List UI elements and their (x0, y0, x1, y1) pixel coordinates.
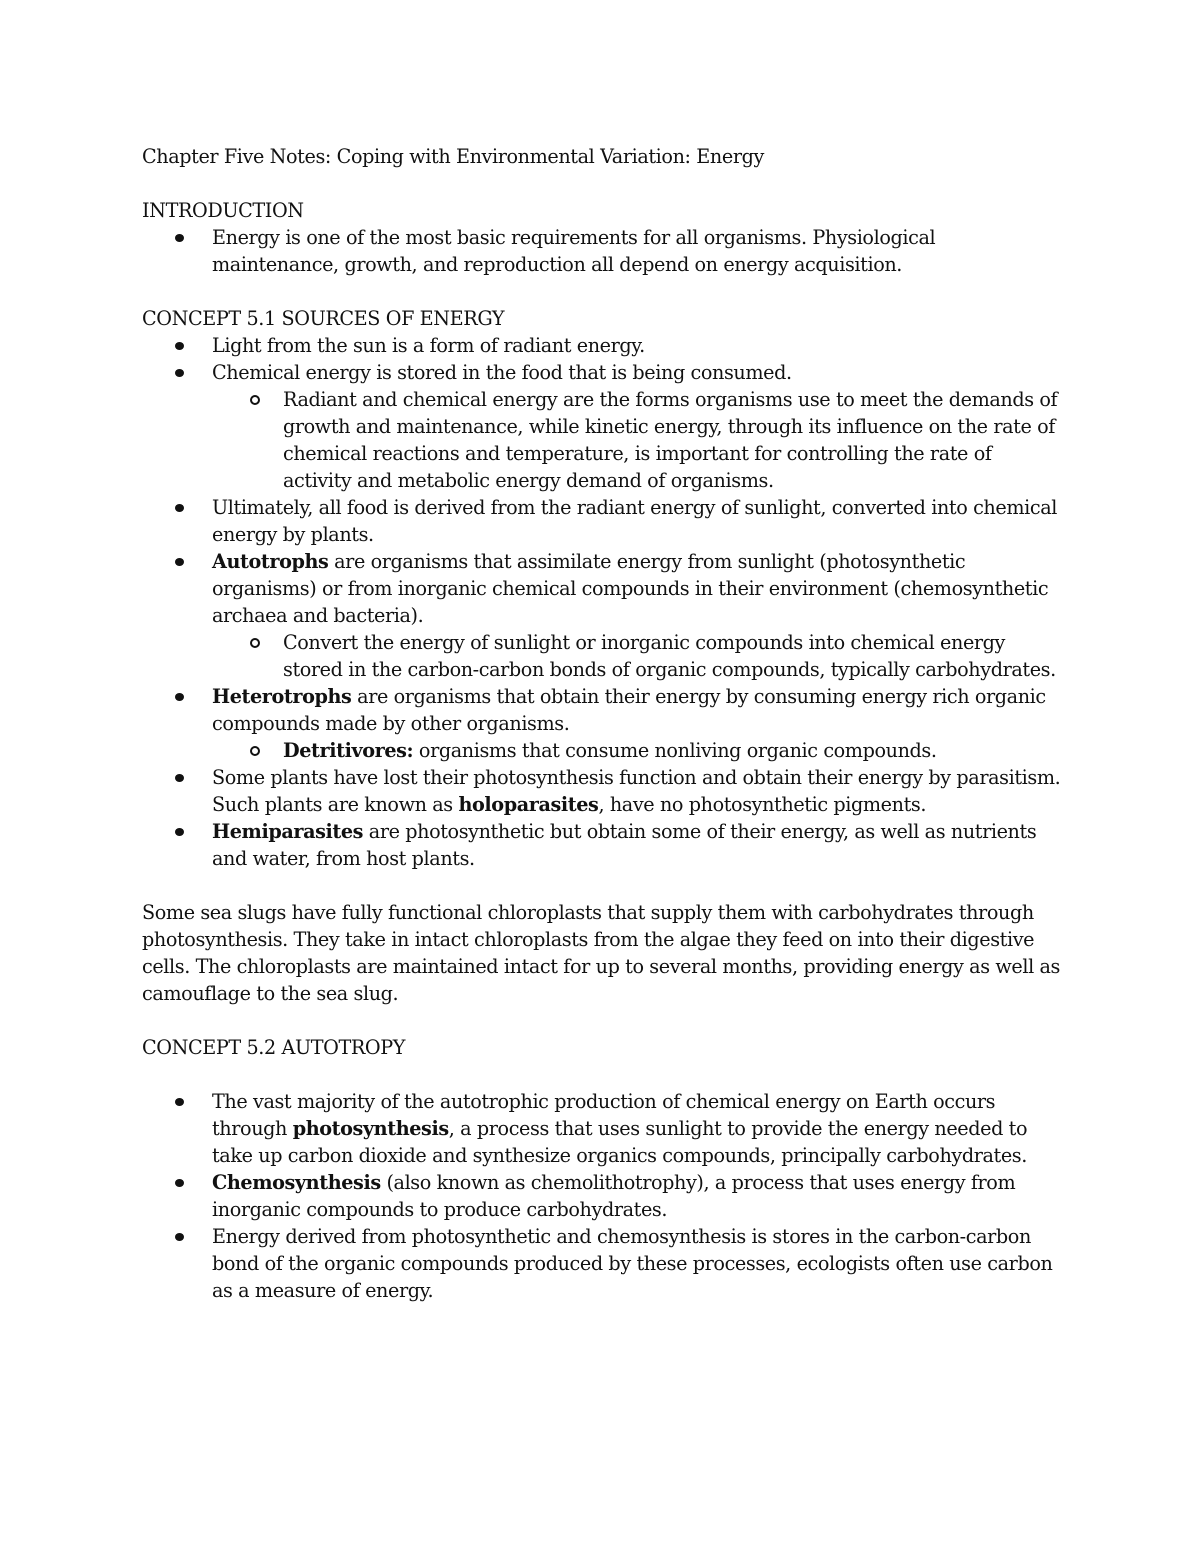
concept-5-1-heading: CONCEPT 5.1 SOURCES OF ENERGY (142, 307, 505, 330)
introduction-heading: INTRODUCTION (142, 199, 304, 222)
sub-list (212, 386, 1062, 494)
list-item: Energy is one of the most basic requirements for all organisms. Physiological maintenance, growth, and reproduction all depend on energy acquisition. (212, 224, 1062, 278)
sub-list (212, 629, 1062, 683)
bullet-icon (175, 1179, 184, 1187)
sub-list-item: Detritivores: organisms that consume nonliving organic compounds. (283, 737, 1062, 764)
term-hemiparasites: Hemiparasites (212, 820, 364, 843)
list-item: Some plants have lost their photosynthesis function and obtain their energy by parasitism. Such plants are known as holoparasites, have no photosynthetic pigments. (212, 764, 1062, 818)
list-item: Energy derived from photosynthetic and chemosynthesis is stores in the carbon-carbon bond of the organic compounds produced by these processes, ecologists often use carbon as a measure of energy. (212, 1223, 1062, 1304)
list-item: Autotrophs are organisms that assimilate energy from sunlight (photosynthetic organisms) or from inorganic chemical compounds in their environment (chemosynthetic archaea and bacteria). Convert the energy of sunlight or inorganic compounds into chemical energy stored in the carbon-carbon bonds of organic compounds, typically carbohydrates. (212, 548, 1062, 683)
concept-5-1-list (142, 332, 1062, 872)
circle-bullet-icon (250, 638, 260, 648)
term-photosynthesis: photosynthesis (292, 1117, 449, 1140)
list-item: Chemical energy is stored in the food that is being consumed. Radiant and chemical energy are the forms organisms use to meet the demands of growth and maintenance, while kinetic energy, through its influence on the rate of chemical reactions and temperature, is important for controlling the rate of activity and metabolic energy demand of organisms. (212, 359, 1062, 494)
bullet-icon (175, 1098, 184, 1106)
list-item: The vast majority of the autotrophic production of chemical energy on Earth occurs through photosynthesis, a process that uses sunlight to provide the energy needed to take up carbon dioxide and synthesize organics compounds, principally carbohydrates. (212, 1088, 1062, 1169)
term-autotrophs: Autotrophs (212, 550, 329, 573)
list-item: Chemosynthesis (also known as chemolithotrophy), a process that uses energy from inorganic compounds to produce carbohydrates. (212, 1169, 1062, 1223)
bullet-icon (175, 558, 184, 566)
bullet-icon (175, 504, 184, 512)
bullet-icon (175, 774, 184, 782)
list-item: Hemiparasites are photosynthetic but obtain some of their energy, as well as nutrients and water, from host plants. (212, 818, 1062, 872)
sub-list-item: Convert the energy of sunlight or inorganic compounds into chemical energy stored in the carbon-carbon bonds of organic compounds, typically carbohydrates. (283, 629, 1062, 683)
sea-slug-paragraph: Some sea slugs have fully functional chloroplasts that supply them with carbohydrates through photosynthesis. They take in intact chloroplasts from the algae they feed on into their digestive cells. The chloroplasts are maintained intact for up to several months, providing energy as well as camouflage to the sea slug. (142, 901, 1060, 1005)
term-chemosynthesis: Chemosynthesis (212, 1171, 381, 1194)
concept-5-2-heading: CONCEPT 5.2 AUTOTROPY (142, 1036, 406, 1059)
term-holoparasites: holoparasites (458, 793, 599, 816)
bullet-icon (175, 234, 184, 242)
bullet-icon (175, 693, 184, 701)
sub-list (212, 737, 1062, 764)
list-item: Ultimately, all food is derived from the radiant energy of sunlight, converted into chemical energy by plants. (212, 494, 1062, 548)
document-title: Chapter Five Notes: Coping with Environmental Variation: Energy (142, 145, 764, 168)
list-item: Light from the sun is a form of radiant energy. (212, 332, 1062, 359)
sub-list-item: Radiant and chemical energy are the forms organisms use to meet the demands of growth and maintenance, while kinetic energy, through its influence on the rate of chemical reactions and temperature, is important for controlling the rate of activity and metabolic energy demand of organisms. (283, 386, 1062, 494)
bullet-icon (175, 342, 184, 350)
term-heterotrophs: Heterotrophs (212, 685, 352, 708)
introduction-list (142, 224, 1062, 278)
concept-5-2-list (142, 1088, 1062, 1304)
bullet-icon (175, 1233, 184, 1241)
term-detritivores: Detritivores: (283, 739, 414, 762)
document-page (142, 143, 1062, 1304)
circle-bullet-icon (250, 746, 260, 756)
circle-bullet-icon (250, 395, 260, 405)
list-item: Heterotrophs are organisms that obtain their energy by consuming energy rich organic compounds made by other organisms. Detritivores: organisms that consume nonliving organic compounds. (212, 683, 1062, 764)
bullet-icon (175, 369, 184, 377)
bullet-icon (175, 828, 184, 836)
